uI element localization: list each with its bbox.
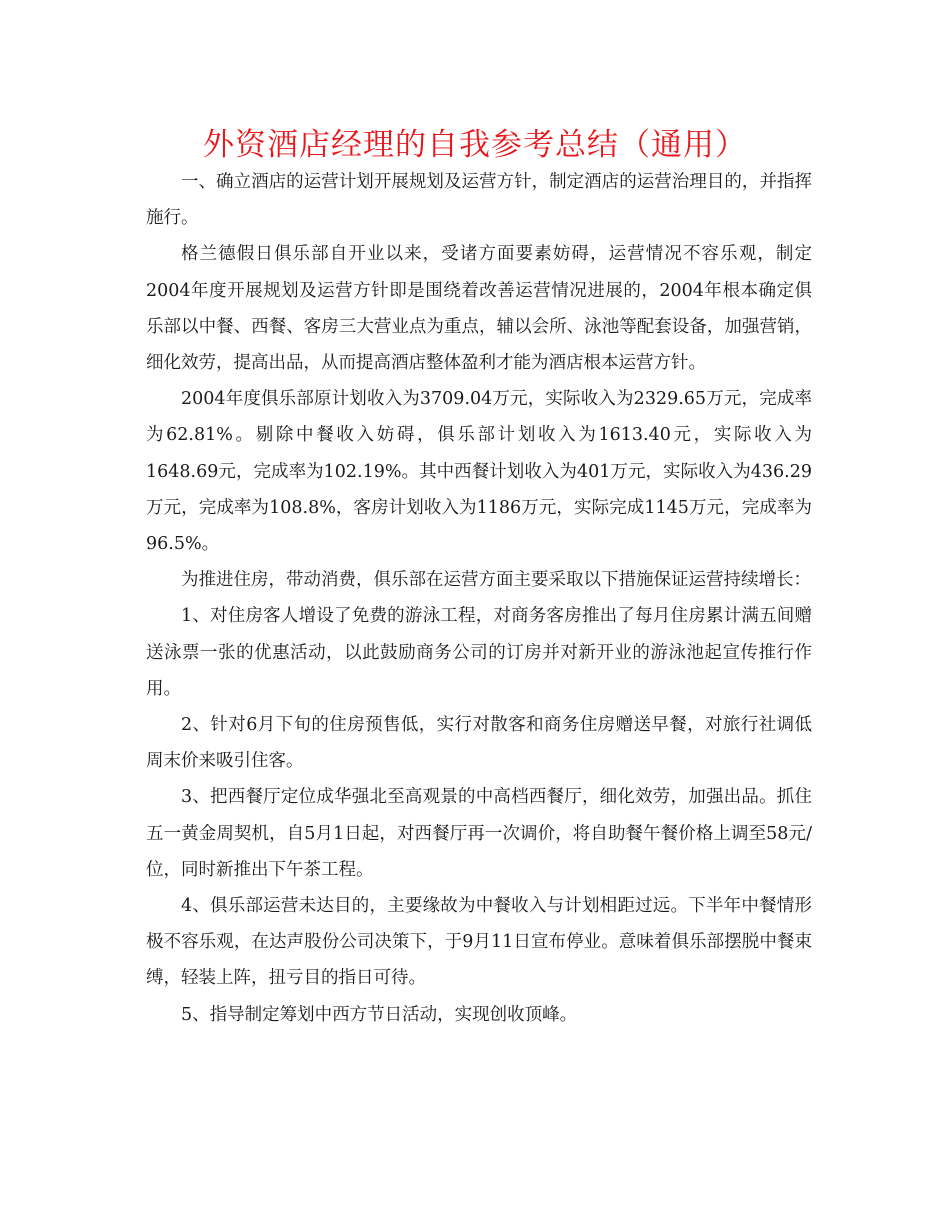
paragraph-4: 为推进住房，带动消费，俱乐部在运营方面主要采取以下措施保证运营持续增长： — [181, 570, 811, 591]
paragraph-1: 一、确立酒店的运营计划开展规划及运营方针，制定酒店的运营治理目的，并指挥施行。 — [146, 172, 812, 229]
paragraph-3: 2004年度俱乐部原计划收入为3709.04万元，实际收入为2329.65万元，完成率为62.81%。剔除中餐收入妨碍，俱乐部计划收入为1613.40元，实际收入为1648.69元，完成率为102.19%。其中西餐计划收入为401万元，实际收入为436.29万元，完成率为108.8%，客房计划收入为1186万元，实际完成1145万元，完成率为96.5%。 — [146, 389, 812, 555]
paragraph-6: 2、针对6月下旬的住房预售低，实行对散客和商务住房赠送早餐，对旅行社调低周末价来吸引住客。 — [146, 715, 812, 772]
document-title: 外资酒店经理的自我参考总结（通用） — [203, 127, 747, 163]
document-body — [146, 164, 812, 1033]
paragraph-9: 5、指导制定筹划中西方节日活动，实现创收顶峰。 — [181, 1004, 578, 1025]
paragraph-2: 格兰德假日俱乐部自开业以来，受诸方面要素妨碍，运营情况不容乐观，制定2004年度开展规划及运营方针即是围绕着改善运营情况进展的，2004年根本确定俱乐部以中餐、西餐、客房三大营业点为重点，辅以会所、泳池等配套设备，加强营销，细化效劳，提高出品，从而提高酒店整体盈利才能为酒店根本运营方针。 — [146, 244, 812, 374]
paragraph-7: 3、把西餐厅定位成华强北至高观景的中高档西餐厅，细化效劳，加强出品。抓住五一黄金周契机，自5月1日起，对西餐厅再一次调价，将自助餐午餐价格上调至58元/位，同时新推出下午茶工程。 — [146, 787, 812, 880]
paragraph-8: 4、俱乐部运营未达目的，主要缘故为中餐收入与计划相距过远。下半年中餐情形极不容乐观，在达声股份公司决策下，于9月11日宣布停业。意味着俱乐部摆脱中餐束缚，轻装上阵，扭亏目的指日可待。 — [146, 896, 812, 989]
paragraph-5: 1、对住房客人增设了免费的游泳工程，对商务客房推出了每月住房累计满五间赠送泳票一张的优惠活动，以此鼓励商务公司的订房并对新开业的游泳池起宣传推行作用。 — [146, 606, 812, 699]
